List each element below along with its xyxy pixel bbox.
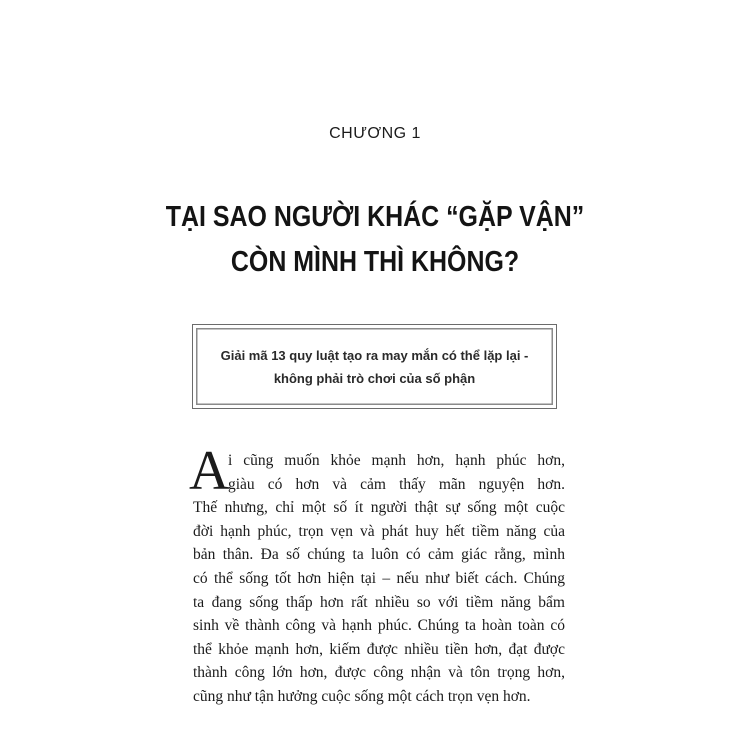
body-line: có thể sống tốt hơn hiện tại – nếu như biết cách. Chúng (193, 569, 565, 587)
body-line: cũng như tận hưởng cuộc sống một cách trọn vẹn hơn. (193, 687, 531, 705)
body-line: bản thân. Đa số chúng ta luôn có cảm giác rằng, mình (193, 546, 565, 564)
subtitle-box (192, 324, 557, 409)
chapter-title-line-1: TẠI SAO NGƯỜI KHÁC “GẶP VẬN” (165, 201, 585, 233)
body-line: ta đang sống thấp hơn rất nhiều so với tiềm năng bẩm (193, 593, 565, 611)
subtitle-line-1: Giải mã 13 quy luật tạo ra may mắn có thể lặp lại - (220, 347, 529, 363)
body-paragraph (193, 449, 565, 709)
body-line: giàu có hơn và cảm thấy mãn nguyện hơn. (228, 475, 565, 493)
body-line: sinh về thành công và hạnh phúc. Chúng ta hoàn toàn có (193, 617, 565, 635)
chapter-title-line-2: CÒN MÌNH THÌ KHÔNG? (230, 246, 520, 278)
body-line: đời hạnh phúc, trọn vẹn và phát huy hết tiềm năng của (193, 522, 565, 540)
chapter-title (53, 195, 698, 285)
body-line: i cũng muốn khỏe mạnh hơn, hạnh phúc hơn, (228, 452, 565, 469)
body-line: Thế nhưng, chỉ một số ít người thật sự sống một cuộc (193, 499, 565, 517)
chapter-label: CHƯƠNG 1 (329, 125, 421, 142)
body-line: thể khỏe mạnh hơn, kiếm được nhiều tiền hơn, đạt được (193, 640, 565, 658)
subtitle-line-2: không phải trò chơi của số phận (273, 370, 476, 386)
body-line: thành công lớn hơn, được công nhận và tôn trọng hơn, (193, 664, 565, 682)
drop-cap: A (189, 440, 230, 502)
